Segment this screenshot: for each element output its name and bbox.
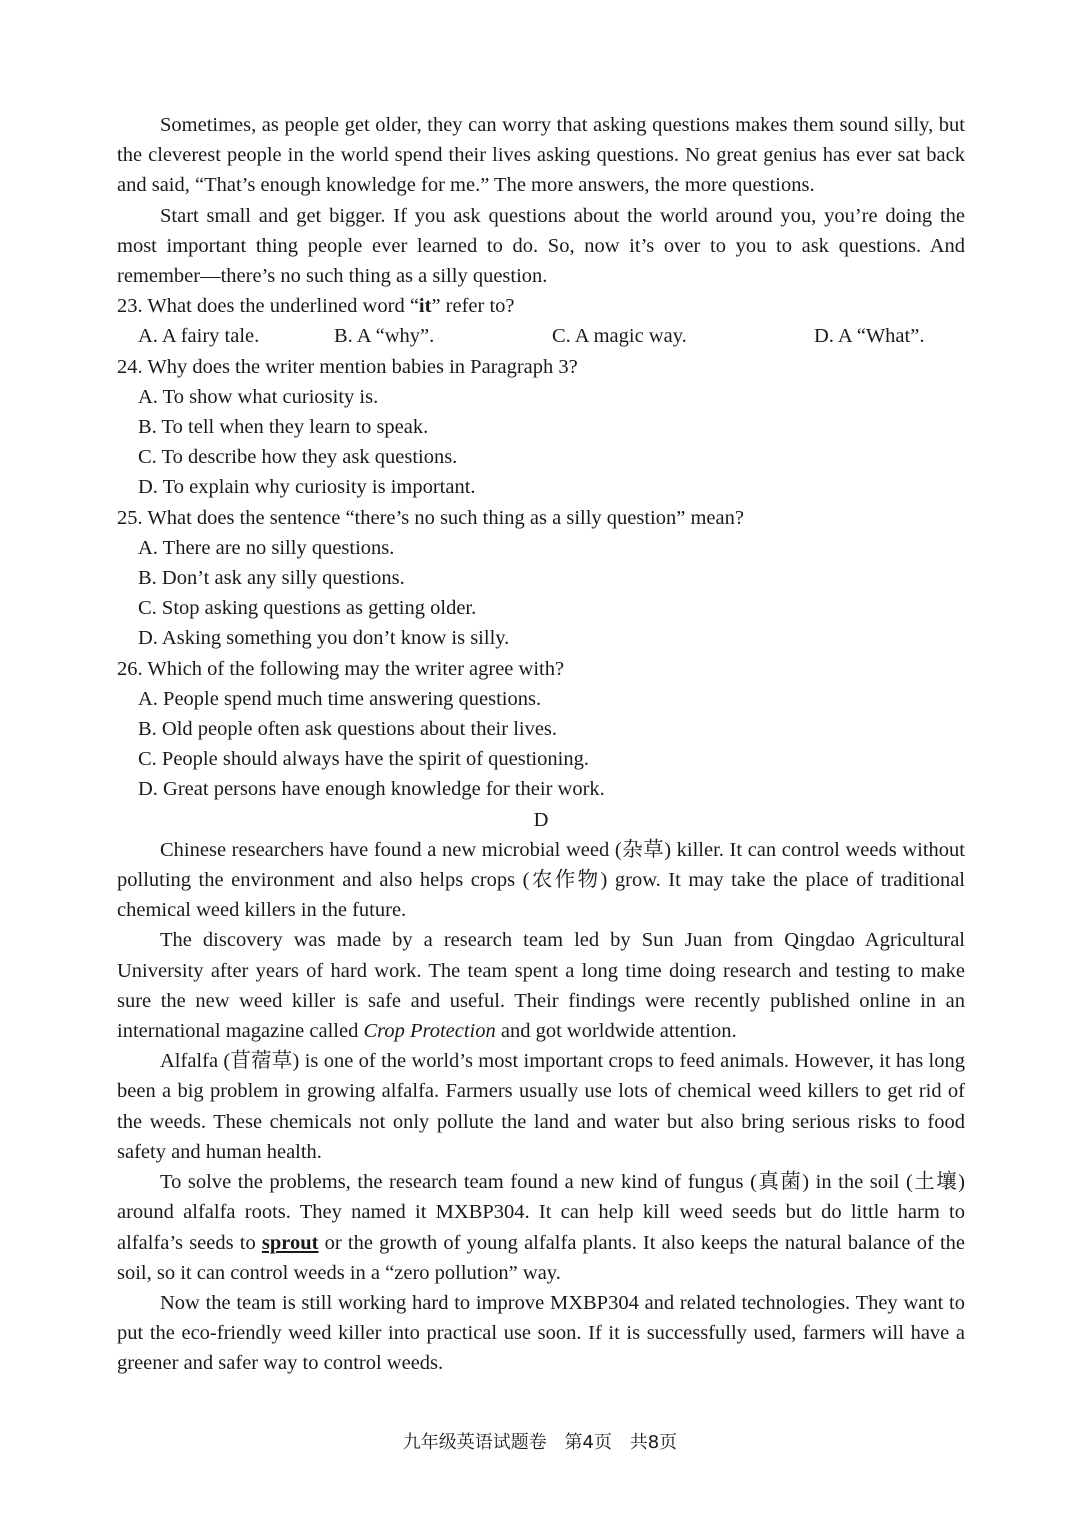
paragraph-text: The discovery was made by a research team led by Sun Juan from Qingdao Agricultural University after years of hard work. The team spent a long time doing research and testing to make sure the new weed killer is safe and useful. Their findings were recently published online in an international magazine called bbox=[117, 929, 965, 1043]
option-d: D. To explain why curiosity is important. bbox=[138, 476, 476, 499]
option-a: A. To show what curiosity is. bbox=[138, 385, 379, 408]
options-row bbox=[138, 321, 965, 351]
question-24 bbox=[117, 352, 965, 503]
option-b: B. To tell when they learn to speak. bbox=[138, 416, 429, 439]
footer-page-number: 第4页 bbox=[564, 1432, 612, 1453]
passage-d-paragraph: Alfalfa (苜蓿草) is one of the world’s most important crops to feed animals. However, it has long been a big problem in growing alfalfa. Farmers usually use lots of chemical weed killers to get rid of the weeds. These chemicals not only pollute the land and water but also bring serious risks to food safety and human health. bbox=[117, 1050, 965, 1163]
option-c: C. To describe how they ask questions. bbox=[138, 446, 458, 469]
footer-total-pages: 共8页 bbox=[629, 1432, 678, 1453]
question-stem bbox=[117, 291, 965, 321]
option-c: C. People should always have the spirit of questioning. bbox=[138, 748, 589, 771]
question-stem: 25. What does the sentence “there’s no such thing as a silly question” mean? bbox=[117, 506, 744, 529]
passage-c-paragraph: Sometimes, as people get older, they can worry that asking questions makes them sound silly, but the cleverest people in the world spend their lives asking questions. No great genius has ever sat back and said, “That’s enough knowledge for me.” The more answers, the more questions. bbox=[117, 114, 965, 197]
option-b: B. Old people often ask questions about their lives. bbox=[138, 718, 558, 741]
paragraph-text: and got worldwide attention. bbox=[495, 1020, 737, 1043]
passage-d-paragraph bbox=[117, 925, 965, 1046]
option-d: D. Asking something you don’t know is silly. bbox=[138, 627, 510, 650]
passage-d-paragraph bbox=[117, 1167, 965, 1288]
question-26 bbox=[117, 654, 965, 805]
question-stem: 24. Why does the writer mention babies in Paragraph 3? bbox=[117, 355, 578, 378]
exam-page bbox=[117, 110, 965, 1379]
option-a: A. People spend much time answering questions. bbox=[138, 687, 542, 710]
page-footer bbox=[0, 1428, 1080, 1454]
passage-d-paragraph: Chinese researchers have found a new microbial weed (杂草) killer. It can control weeds without polluting the environment and also helps crops (农作物) grow. It may take the place of traditional chemical weed killers in the future. bbox=[117, 838, 965, 922]
question-stem: 26. Which of the following may the writer agree with? bbox=[117, 657, 565, 680]
stem-keyword: it bbox=[418, 295, 432, 318]
footer-exam-title: 九年级英语试题卷 bbox=[402, 1432, 547, 1453]
stem-text: ” refer to? bbox=[431, 295, 515, 318]
option-c: C. A magic way. bbox=[552, 325, 687, 348]
passage-c-paragraph: Start small and get bigger. If you ask questions about the world around you, you’re doing the most important thing people ever learned to do. So, now it’s over to you to ask questions. And remember—there’s no such thing as a silly question. bbox=[117, 204, 965, 288]
passage-d-paragraph: Now the team is still working hard to improve MXBP304 and related technologies. They want to put the eco-friendly weed killer into practical use soon. If it is successfully used, farmers will have a greener and safer way to control weeds. bbox=[117, 1291, 965, 1375]
magazine-title: Crop Protection bbox=[363, 1020, 496, 1043]
stem-text: 23. What does the underlined word “ bbox=[117, 295, 419, 318]
question-25 bbox=[117, 503, 965, 654]
option-d: D. Great persons have enough knowledge for their work. bbox=[138, 778, 605, 801]
paragraph-text: or the growth of young alfalfa plants. It also keeps the natural balance of the soil, so it can control weeds in a “zero pollution” way. bbox=[117, 1231, 965, 1284]
question-23 bbox=[117, 291, 965, 351]
option-c: C. Stop asking questions as getting older. bbox=[138, 597, 477, 620]
option-b: B. Don’t ask any silly questions. bbox=[138, 567, 405, 590]
paragraph-text: To solve the problems, the research team found a new kind of fungus (真菌) in the soil (土壤) around alfalfa roots. They named it MXBP304. It can help kill weed seeds but do little harm to alfalfa’s seeds to bbox=[117, 1171, 965, 1254]
option-d: D. A “What”. bbox=[814, 325, 925, 348]
option-b: B. A “why”. bbox=[334, 325, 435, 348]
section-title: D bbox=[533, 808, 549, 831]
option-a: A. A fairy tale. bbox=[138, 325, 260, 348]
option-a: A. There are no silly questions. bbox=[138, 536, 395, 559]
underlined-word: sprout bbox=[261, 1231, 319, 1254]
